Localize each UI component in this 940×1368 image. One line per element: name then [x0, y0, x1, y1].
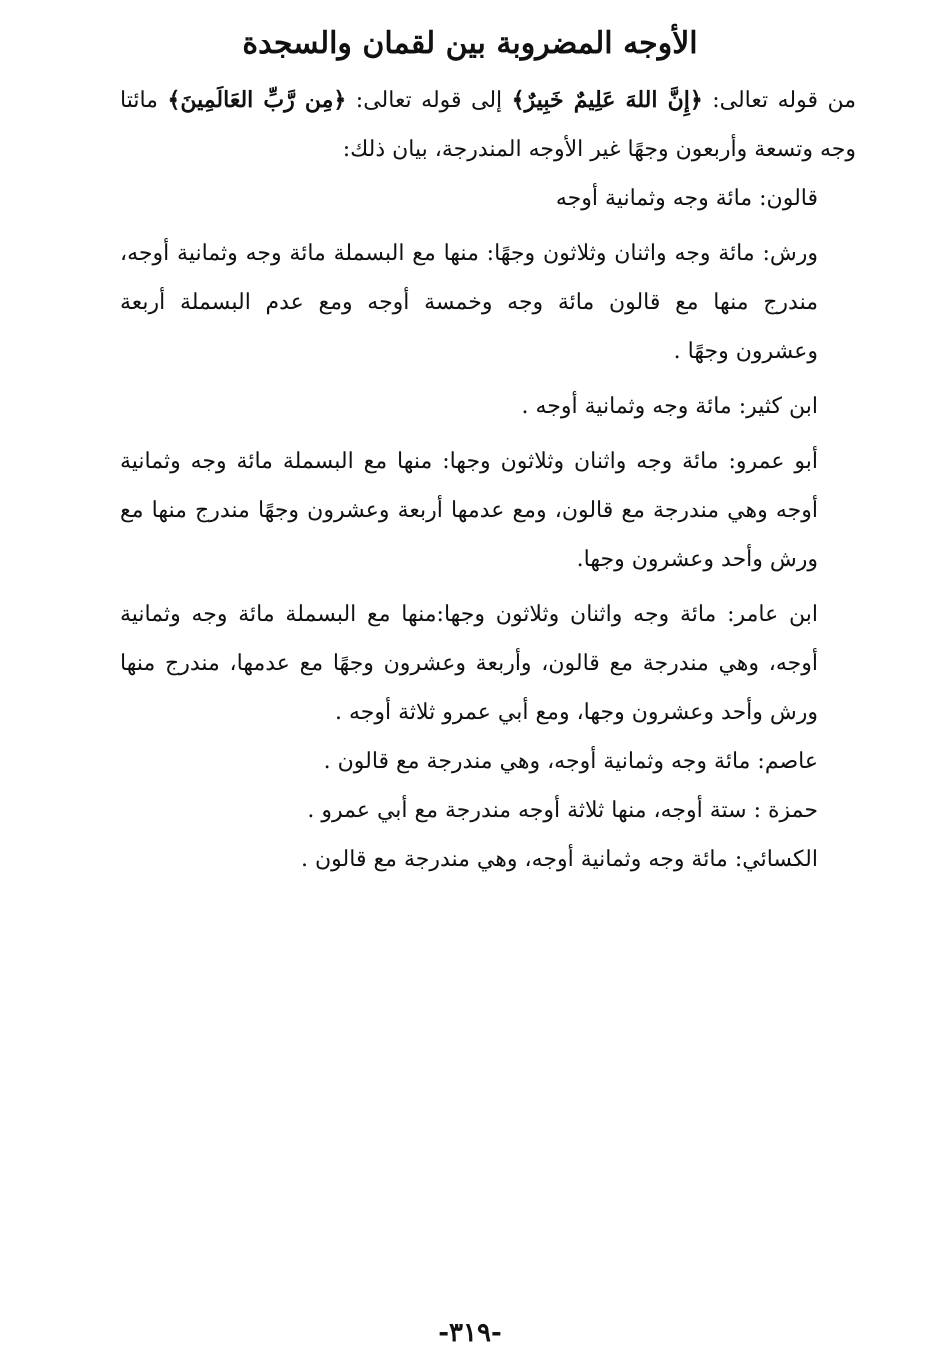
reader-ibn-amir-paragraph: ابن عامر: مائة وجه واثنان وثلاثون وجها:منها مع البسملة مائة وجه وثمانية أوجه، وهي مندرجة مع قالون، وأربعة وعشرون وجهًا مع عدمها، مندرج منها ورش وأحد وعشرون وجها، ومع أبي عمرو ثلاثة أوجه . — [120, 602, 818, 725]
intro-paragraph — [120, 76, 856, 174]
reader-kisai-paragraph: الكسائي: مائة وجه وثمانية أوجه، وهي مندرجة مع قالون . — [301, 847, 818, 872]
quran-verse-end: ﴿مِن رَّبِّ العَالَمِينَ﴾ — [167, 87, 347, 113]
intro-middle: إلى قوله تعالى: — [346, 88, 512, 113]
quran-verse-start: ﴿إِنَّ اللهَ عَلِيمٌ خَبِيرٌ﴾ — [511, 87, 703, 113]
reader-asim-paragraph: عاصم: مائة وجه وثمانية أوجه، وهي مندرجة مع قالون . — [323, 749, 818, 774]
reader-warsh-paragraph: ورش: مائة وجه واثنان وثلاثون وجهًا: منها مع البسملة مائة وجه وثمانية أوجه، مندرج منها مع قالون مائة وجه وخمسة أوجه ومع عدم البسملة أربعة وعشرون وجهًا . — [120, 241, 818, 364]
intro-suffix: مائتا وجه وتسعة وأربعون وجهًا غير الأوجه المندرجة، بيان ذلك: — [120, 88, 856, 162]
page-number: -٣١٩- — [438, 1318, 502, 1348]
reader-qalun-paragraph: قالون: مائة وجه وثمانية أوجه — [555, 186, 818, 211]
reader-abu-amr-paragraph: أبو عمرو: مائة وجه واثنان وثلاثون وجها: منها مع البسملة مائة وجه وثمانية أوجه وهي مندرجة مع قالون، ومع عدمها أربعة وعشرون وجهًا مندرج منها مع ورش وأحد وعشرون وجها. — [120, 449, 818, 572]
document-body — [120, 76, 856, 884]
reader-hamza-paragraph: حمزة : ستة أوجه، منها ثلاثة أوجه مندرجة مع أبي عمرو . — [307, 798, 818, 823]
reader-ibn-kathir-paragraph: ابن كثير: مائة وجه وثمانية أوجه . — [521, 394, 818, 419]
intro-prefix: من قوله تعالى: — [702, 88, 856, 113]
page-title: الأوجه المضروبة بين لقمان والسجدة — [242, 26, 698, 61]
